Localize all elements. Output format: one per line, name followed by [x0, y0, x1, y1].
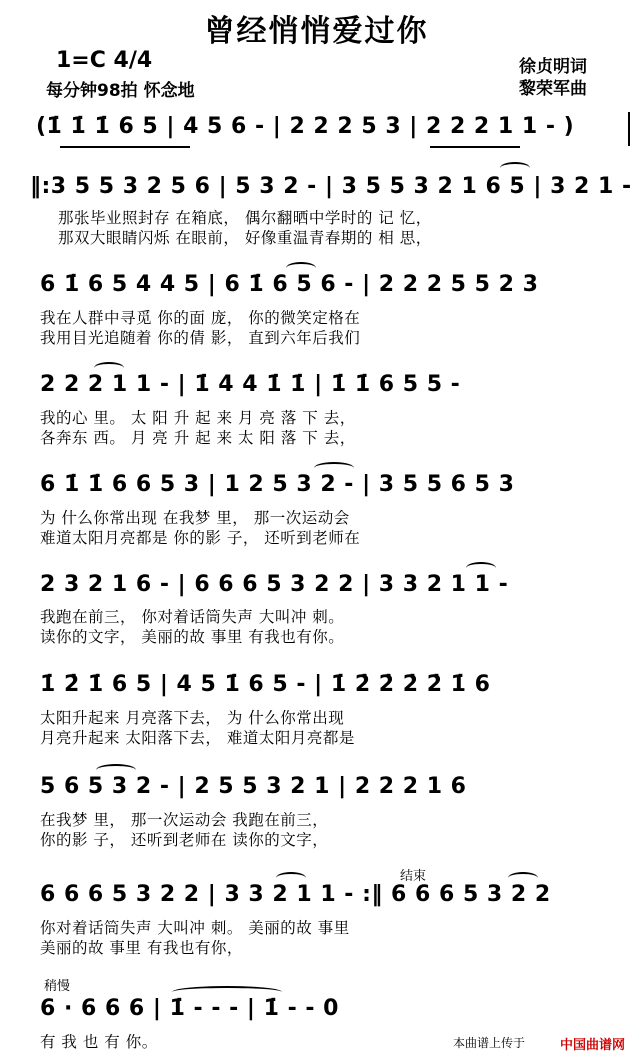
tempo-mark: 每分钟98拍 怀念地: [46, 81, 195, 101]
notation-row-1: ‖:3 5 5 3 2 5 6 | 5 3 2 - | 3 5 5 3 2 1 6 5 | 3 2 1 -: [30, 174, 632, 199]
lyrics-row-3-verse-2: 各奔东 西。 月 亮 升 起 来 太 阳 落 下 去，: [40, 429, 356, 447]
notation-row-8: 6 6 6 5 3 2 2 | 3 3 2 1 1 - :‖ 6 6 6 5 3 2 2: [40, 882, 551, 907]
tempo-slower-label: 稍慢: [44, 979, 71, 994]
tie-mark: [286, 262, 316, 274]
tie-mark: [94, 362, 124, 374]
notation-row-3: 2 2 2 1 1 - | 1̇ 4 4 1̇ 1̇ | 1̇ 1̇ 6 5 5 -: [40, 372, 461, 397]
ending-label: 结束: [400, 869, 427, 884]
lyrics-row-9-verse-1: 有 我 也 有 你。: [40, 1033, 158, 1051]
lyrics-row-4-verse-2: 难道太阳月亮都是 你的影 子， 还听到老师在: [40, 529, 361, 547]
lyrics-row-7-verse-1: 在我梦 里， 那一次运动会 我跑在前三，: [40, 811, 329, 829]
notation-row-9: 6 · 6 6 6 | 1̇ - - - | 1̇ - - 0: [40, 996, 339, 1021]
lyrics-row-4-verse-1: 为 什么你常出现 在我梦 里， 那一次运动会: [40, 509, 350, 527]
staff-end-bar: [628, 112, 630, 146]
tie-mark: [466, 562, 496, 574]
key-signature: 1=C 4/4: [56, 48, 153, 73]
beam-underline: [60, 146, 190, 148]
beam-underline: [430, 146, 520, 148]
notation-row-7: 5 6 5 3 2 - | 2 5 5 3 2 1 | 2 2 2 1 6: [40, 774, 467, 799]
lyrics-row-1-verse-1: 那张毕业照封存 在箱底， 偶尔翻晒中学时的 记 忆，: [58, 209, 432, 227]
composer-credit: 黎荣军曲: [519, 79, 587, 99]
lyrics-row-6-verse-1: 太阳升起来 月亮落下去， 为 什么你常出现: [40, 709, 345, 727]
lyrics-row-2-verse-2: 我用目光追随着 你的倩 影， 直到六年后我们: [40, 329, 361, 347]
lyrics-row-7-verse-2: 你的影 子， 还听到老师在 读你的文字，: [40, 831, 329, 849]
notation-row-5: 2 3 2 1 6 - | 6 6 6 5 3 2 2 | 3 3 2 1 1 -: [40, 572, 509, 597]
lyrics-row-2-verse-1: 我在人群中寻觅 你的面 庞， 你的微笑定格在: [40, 309, 361, 327]
lyrics-row-6-verse-2: 月亮升起来 太阳落下去， 难道太阳月亮都是: [40, 729, 355, 747]
lyrics-row-8-verse-1: 你对着话筒失声 大叫冲 刺。 美丽的故 事里: [40, 919, 350, 937]
tie-mark: [96, 764, 136, 776]
tie-mark: [276, 872, 306, 884]
lyrics-row-8-verse-2: 美丽的故 事里 有我也有你，: [40, 939, 243, 957]
site-logo: 中国曲谱网: [559, 1038, 625, 1053]
song-title: 曾经悄悄爱过你: [204, 14, 429, 49]
lyrics-row-5-verse-1: 我跑在前三， 你对着话筒失声 大叫冲 刺。: [40, 608, 345, 626]
notation-row-4: 6 1̇ 1̇ 6 6 5 3 | 1 2 5 3 2 - | 3 5 5 6 5 3: [40, 472, 515, 497]
lyrics-row-1-verse-2: 那双大眼睛闪烁 在眼前， 好像重温青春期的 相 思，: [58, 229, 432, 247]
lyricist-credit: 徐贞明词: [519, 57, 587, 77]
tie-mark: [508, 872, 538, 884]
tie-mark: [500, 162, 530, 174]
notation-row-6: 1̇ 2̇ 1̇ 6 5 | 4 5 1̇ 6 5 - | 1̇ 2̇ 2̇ 2̇ 2̇ 1̇ 6: [40, 672, 491, 697]
footer-upload-text: 本曲谱上传于: [452, 1036, 525, 1050]
tie-mark: [172, 986, 282, 998]
lyrics-row-3-verse-1: 我的心 里。 太 阳 升 起 来 月 亮 落 下 去，: [40, 409, 356, 427]
lyrics-row-5-verse-2: 读你的文字， 美丽的故 事里 有我也有你。: [40, 628, 345, 646]
tie-mark: [314, 462, 354, 474]
notation-row-intro: (1̇ 1̇ 1̇ 6 5 | 4 5 6 - | 2 2 2 5 3 | 2 2 2 1 1 - ): [36, 114, 575, 139]
notation-row-2: 6 1̇ 6 5 4 4 5 | 6 1̇ 6 5 6 - | 2 2 2 5 5 2 3: [40, 272, 539, 297]
